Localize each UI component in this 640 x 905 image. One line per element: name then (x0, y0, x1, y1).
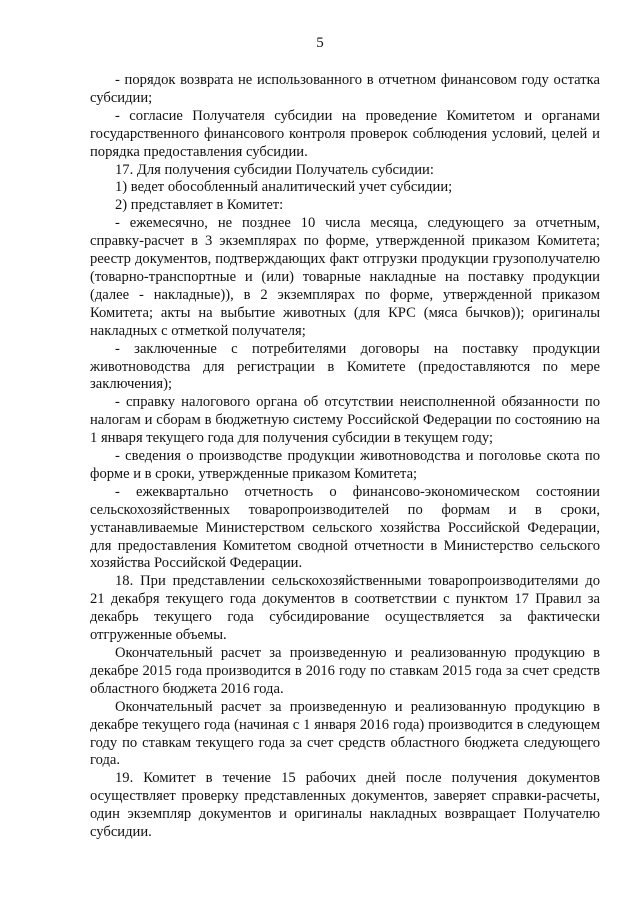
paragraph-17-item-2: 2) представляет в Комитет: (115, 197, 284, 214)
paragraph-17-item-1: 1) ведет обособленный аналитический учет субсидии; (115, 179, 453, 196)
paragraph-final-calc-2015: Окончательный расчет за произведенную и реализованную продукцию в декабре 2015 года производится в 2016 году по ставкам 2015 года за счет средств областного бюджета 2016 года. (90, 645, 600, 697)
paragraph-final-calc-current: Окончательный расчет за произведенную и реализованную продукцию в декабре текущего года (начиная с 1 января 2016 года) производится в следующем году по ставкам текущего года за счет средств областного бюджета следующего года. (90, 698, 600, 769)
document-body (90, 72, 600, 842)
paragraph-quarterly-report: - ежеквартально отчетность о финансово-экономическом состоянии сельскохозяйственных товаропроизводителей по формам и в сроки, устанавливаемые Министерством сельского хозяйства Российской Федерации, для предоставления Комитетом сводной отчетности в Министерство сельского хозяйства Российской Федерации. (90, 483, 600, 572)
paragraph-contracts: - заключенные с потребителями договоры на поставку продукции животноводства для регистрации в Комитете (предоставляются по мере заключения); (90, 340, 600, 393)
paragraph-19: 19. Комитет в течение 15 рабочих дней после получения документов осуществляет проверку представленных документов, заверяет справки-расчеты, один экземпляр документов и оригиналы накладных возвращает Получателю субсидии. (90, 770, 600, 841)
paragraph-18: 18. При представлении сельскохозяйственными товаропроизводителями до 21 декабря текущего года документов в соответствии с пунктом 17 Правил за декабрь текущего года субсидирование осуществляется за фактически отгруженные объемы. (90, 573, 600, 644)
paragraph-livestock-info: - сведения о производстве продукции животноводства и поголовье скота по форме и в сроки, утвержденные приказом Комитета; (90, 448, 600, 482)
paragraph-17-heading: 17. Для получения субсидии Получатель субсидии: (115, 161, 434, 178)
paragraph-tax-certificate: - справку налогового органа об отсутствии неисполненной обязанности по налогам и сборам в бюджетную систему Российской Федерации по состоянию на 1 января текущего года для получения субсидии в текущем году; (90, 394, 600, 447)
paragraph-return-procedure: - порядок возврата не использованного в отчетном финансовом году остатка субсидии; (90, 72, 600, 106)
paragraph-consent-audit: - согласие Получателя субсидии на проведение Комитетом и органами государственного финансового контроля проверок соблюдения условий, целей и порядка предоставления субсидии. (90, 107, 600, 160)
page-number: 5 (316, 35, 324, 51)
paragraph-monthly-report: - ежемесячно, не позднее 10 числа месяца, следующего за отчетным, справку-расчет в 3 экземплярах по форме, утвержденной приказом Комитета; реестр документов, подтверждающих факт отгрузки продукции грузополучателю (товарно-транспортные и (или) товарные накладные на поставку продукции (далее - накладные)), в 2 экземплярах по форме, утвержденной приказом Комитета; акты на выбытие животных (для КРС (мяса бычков)); оригиналы накладных с отметкой получателя; (90, 215, 600, 339)
